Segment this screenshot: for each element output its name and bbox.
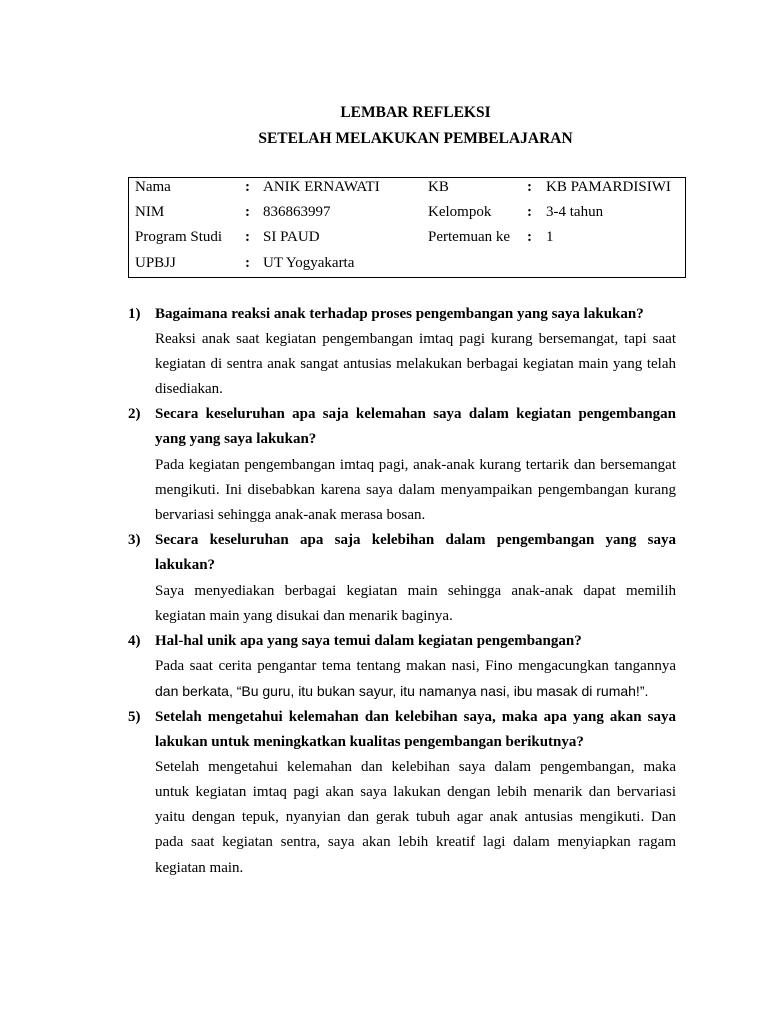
answer-line: mengikuti. Ini disebabkan karena saya dalam menyampaikan pengembangan kurang xyxy=(155,481,676,498)
answer-line: kegiatan main yang disukai dan menarik baginya. xyxy=(155,607,453,624)
question-item-1 xyxy=(128,302,676,403)
reflection-questions xyxy=(128,302,676,881)
program-studi-label: Program Studi xyxy=(135,229,223,246)
kb-label: KB xyxy=(428,179,449,195)
question-number: 5) xyxy=(128,708,141,725)
answer-line: kegiatan main. xyxy=(155,859,244,876)
question-line: yang yang saya lakukan? xyxy=(155,431,317,448)
question-body xyxy=(155,705,676,881)
question-line: Bagaimana reaksi anak terhadap proses pengembangan yang saya lakukan? xyxy=(155,305,644,322)
question-line: lakukan untuk meningkatkan kualitas pengembangan berikutnya? xyxy=(155,733,584,750)
identity-row xyxy=(129,178,685,203)
kb-value: KB PAMARDISIWI xyxy=(546,179,671,195)
answer-line: dan berkata, “Bu guru, itu bukan sayur, itu namanya nasi, ibu masak di rumah!”. xyxy=(155,683,649,700)
field-separator: : xyxy=(527,229,532,246)
nim-value: 836863997 xyxy=(263,204,331,221)
kelompok-label: Kelompok xyxy=(428,204,492,221)
field-separator: : xyxy=(527,204,532,221)
answer-line: Reaksi anak saat kegiatan pengembangan imtaq pagi kurang bersemangat, tapi saat xyxy=(155,330,676,347)
question-item-4 xyxy=(128,629,676,705)
answer-line: Saya menyediakan berbagai kegiatan main sehingga anak-anak dapat memilih xyxy=(155,582,676,599)
answer-line: kegiatan di sentra anak sangat antusias melakukan berbagai kegiatan main yang telah xyxy=(155,355,676,372)
upbjj-value: UT Yogyakarta xyxy=(263,254,355,271)
program-studi-value: SI PAUD xyxy=(263,229,320,246)
field-separator: : xyxy=(527,179,532,195)
question-body xyxy=(155,402,676,528)
question-item-2 xyxy=(128,402,676,528)
question-item-5 xyxy=(128,705,676,881)
document-title: LEMBAR REFLEKSI xyxy=(340,104,491,122)
answer-line: Pada saat cerita pengantar tema tentang makan nasi, Fino mengacungkan tangannya xyxy=(155,658,676,675)
question-line: Secara keseluruhan apa saja kelemahan saya dalam kegiatan pengembangan xyxy=(155,406,676,423)
identity-row xyxy=(129,254,685,279)
field-separator: : xyxy=(245,229,250,246)
question-body xyxy=(155,302,676,403)
identity-row xyxy=(129,228,685,253)
question-number: 1) xyxy=(128,305,141,322)
answer-line: yaitu dengan tepuk, nyanyian dan gerak tubuh agar anak antusias mengikuti. Dan xyxy=(155,809,676,826)
answer-line: untuk kegiatan imtaq pagi akan saya lakukan dengan lebih menarik dan bervariasi xyxy=(155,784,676,801)
nama-value: ANIK ERNAWATI xyxy=(263,179,380,195)
answer-line: Pada kegiatan pengembangan imtaq pagi, anak-anak kurang tertarik dan bersemangat xyxy=(155,456,676,473)
kelompok-value: 3-4 tahun xyxy=(546,204,604,221)
document-subtitle: SETELAH MELAKUKAN PEMBELAJARAN xyxy=(258,129,573,147)
question-line: Setelah mengetahui kelemahan dan kelebihan saya, maka apa yang akan saya xyxy=(155,708,676,725)
answer-line: Setelah mengetahui kelemahan dan kelebihan saya dalam pengembangan, maka xyxy=(155,758,676,775)
field-separator: : xyxy=(245,179,250,195)
answer-line: bervariasi sehingga anak-anak merasa bosan. xyxy=(155,507,426,523)
question-body xyxy=(155,528,676,629)
question-line: Hal-hal unik apa yang saya temui dalam kegiatan pengembangan? xyxy=(155,632,582,649)
question-number: 3) xyxy=(128,532,141,549)
identity-table xyxy=(128,177,686,278)
pertemuan-label: Pertemuan ke xyxy=(428,229,511,246)
question-body xyxy=(155,629,676,705)
question-line: lakukan? xyxy=(155,557,216,574)
question-number: 4) xyxy=(128,632,141,649)
nama-label: Nama xyxy=(135,179,171,195)
nim-label: NIM xyxy=(135,204,165,221)
answer-line: disediakan. xyxy=(155,381,223,398)
upbjj-label: UPBJJ xyxy=(135,254,176,271)
identity-row xyxy=(129,203,685,228)
field-separator: : xyxy=(245,204,250,221)
question-number: 2) xyxy=(128,406,141,423)
pertemuan-value: 1 xyxy=(546,229,554,246)
field-separator: : xyxy=(245,254,250,271)
document-header xyxy=(155,100,676,151)
question-line: Secara keseluruhan apa saja kelebihan dalam pengembangan yang saya xyxy=(155,532,676,549)
answer-line: pada saat kegiatan sentra, saya akan lebih kreatif lagi dalam menyiapkan ragam xyxy=(155,834,676,851)
question-item-3 xyxy=(128,528,676,629)
